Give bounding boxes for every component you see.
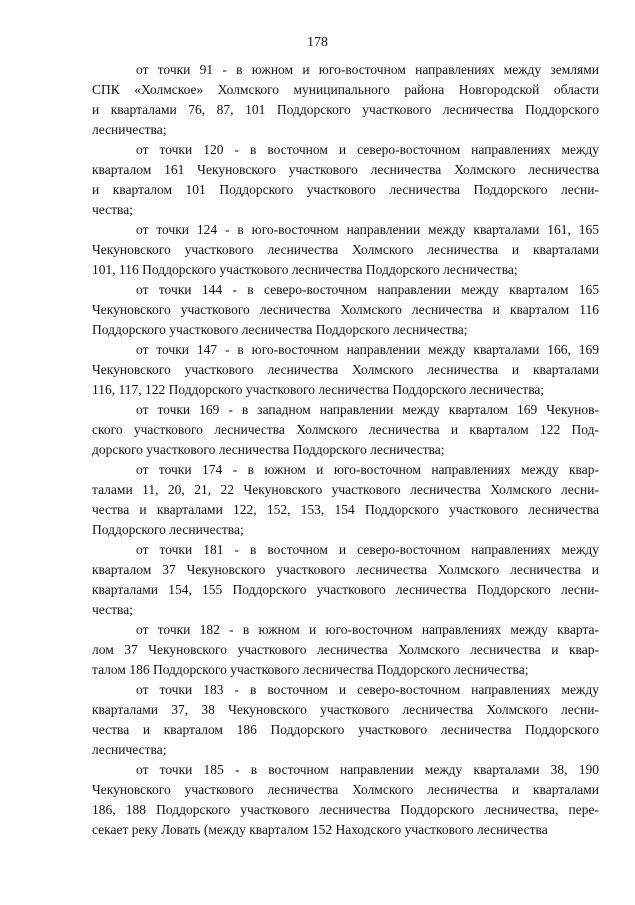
text-line: дорского участкового лесничества Поддорского лесничества; bbox=[92, 442, 445, 457]
paragraph bbox=[92, 540, 599, 620]
paragraph bbox=[92, 280, 599, 340]
paragraph bbox=[92, 220, 599, 280]
text-line: от точки 181 - в восточном и северо-восточном направлениях между bbox=[136, 542, 599, 557]
paragraph bbox=[92, 340, 599, 400]
page-number: 178 bbox=[307, 35, 328, 50]
paragraph bbox=[92, 680, 599, 760]
text-line: Чекуновского участкового лесничества Холмского лесничества и кварталами bbox=[92, 782, 599, 797]
paragraph bbox=[92, 140, 599, 220]
text-line: Чекуновского участкового лесничества Холмского лесничества и кварталом 116 bbox=[92, 302, 599, 317]
text-line: ского участкового лесничества Холмского лесничества и кварталом 122 Под- bbox=[92, 422, 599, 437]
text-line: от точки 169 - в западном направлении между кварталом 169 Чекунов- bbox=[136, 402, 599, 417]
text-line: от точки 174 - в южном и юго-восточном направлениях между квар- bbox=[136, 462, 599, 477]
text-line: лесничества; bbox=[92, 742, 167, 757]
text-line: Поддорского лесничества; bbox=[92, 522, 244, 537]
paragraph bbox=[92, 60, 599, 140]
text-line: чества и кварталом 186 Поддорского участкового лесничества Поддорского bbox=[92, 722, 599, 737]
text-line: Поддорского участкового лесничества Поддорского лесничества; bbox=[92, 322, 468, 337]
text-line: и кварталом 101 Поддорского участкового лесничества Поддорского лесни- bbox=[92, 182, 599, 197]
paragraph bbox=[92, 620, 599, 680]
text-line: кварталом 37 Чекуновского участкового лесничества Холмского лесничества и bbox=[92, 562, 599, 577]
text-line: кварталами 154, 155 Поддорского участкового лесничества Поддорского лесни- bbox=[92, 582, 599, 597]
text-line: секает реку Ловать (между кварталом 152 Находского участкового лесничества bbox=[92, 822, 548, 837]
text-line: Чекуновского участкового лесничества Холмского лесничества и кварталами bbox=[92, 362, 599, 377]
text-line: от точки 185 - в восточном направлении между кварталами 38, 190 bbox=[136, 762, 599, 777]
text-line: от точки 91 - в южном и юго-восточном направлениях между землями bbox=[136, 62, 599, 77]
text-line: Чекуновского участкового лесничества Холмского лесничества и кварталами bbox=[92, 242, 599, 257]
text-line: от точки 124 - в юго-восточном направлении между кварталами 161, 165 bbox=[136, 222, 599, 237]
text-line: от точки 147 - в юго-восточном направлении между кварталами 166, 169 bbox=[136, 342, 599, 357]
text-line: чества и кварталами 122, 152, 153, 154 Поддорского участкового лесничества bbox=[92, 502, 599, 517]
text-line: кварталами 37, 38 Чекуновского участкового лесничества Холмского лесни- bbox=[92, 702, 599, 717]
text-line: 186, 188 Поддорского участкового лесничества Поддорского лесничества, пере- bbox=[92, 802, 599, 817]
text-line: 116, 117, 122 Поддорского участкового лесничества Поддорского лесничества; bbox=[92, 382, 545, 397]
text-line: лом 37 Чекуновского участкового лесничества Холмского лесничества и квар- bbox=[92, 642, 599, 657]
text-line: лесничества; bbox=[92, 122, 167, 137]
text-line: от точки 144 - в северо-восточном направлении между кварталом 165 bbox=[136, 282, 599, 297]
paragraph bbox=[92, 760, 599, 840]
text-line: от точки 183 - в восточном и северо-восточном направлениях между bbox=[136, 682, 599, 697]
text-line: от точки 120 - в восточном и северо-восточном направлениях между bbox=[136, 142, 599, 157]
text-line: от точки 182 - в южном и юго-восточном направлениях между кварта- bbox=[136, 622, 599, 637]
document-body bbox=[92, 60, 599, 840]
text-line: чества; bbox=[92, 202, 133, 217]
text-line: 101, 116 Поддорского участкового лесничества Поддорского лесничества; bbox=[92, 262, 518, 277]
text-line: талом 186 Поддорского участкового лесничества Поддорского лесничества; bbox=[92, 662, 529, 677]
text-line: СПК «Холмское» Холмского муниципального района Новгородской области bbox=[92, 82, 599, 97]
text-line: кварталом 161 Чекуновского участкового лесничества Холмского лесничества bbox=[92, 162, 599, 177]
paragraph bbox=[92, 460, 599, 540]
paragraph bbox=[92, 400, 599, 460]
text-line: чества; bbox=[92, 602, 133, 617]
text-line: талами 11, 20, 21, 22 Чекуновского участкового лесничества Холмского лесни- bbox=[92, 482, 599, 497]
text-line: и кварталами 76, 87, 101 Поддорского участкового лесничества Поддорского bbox=[92, 102, 599, 117]
